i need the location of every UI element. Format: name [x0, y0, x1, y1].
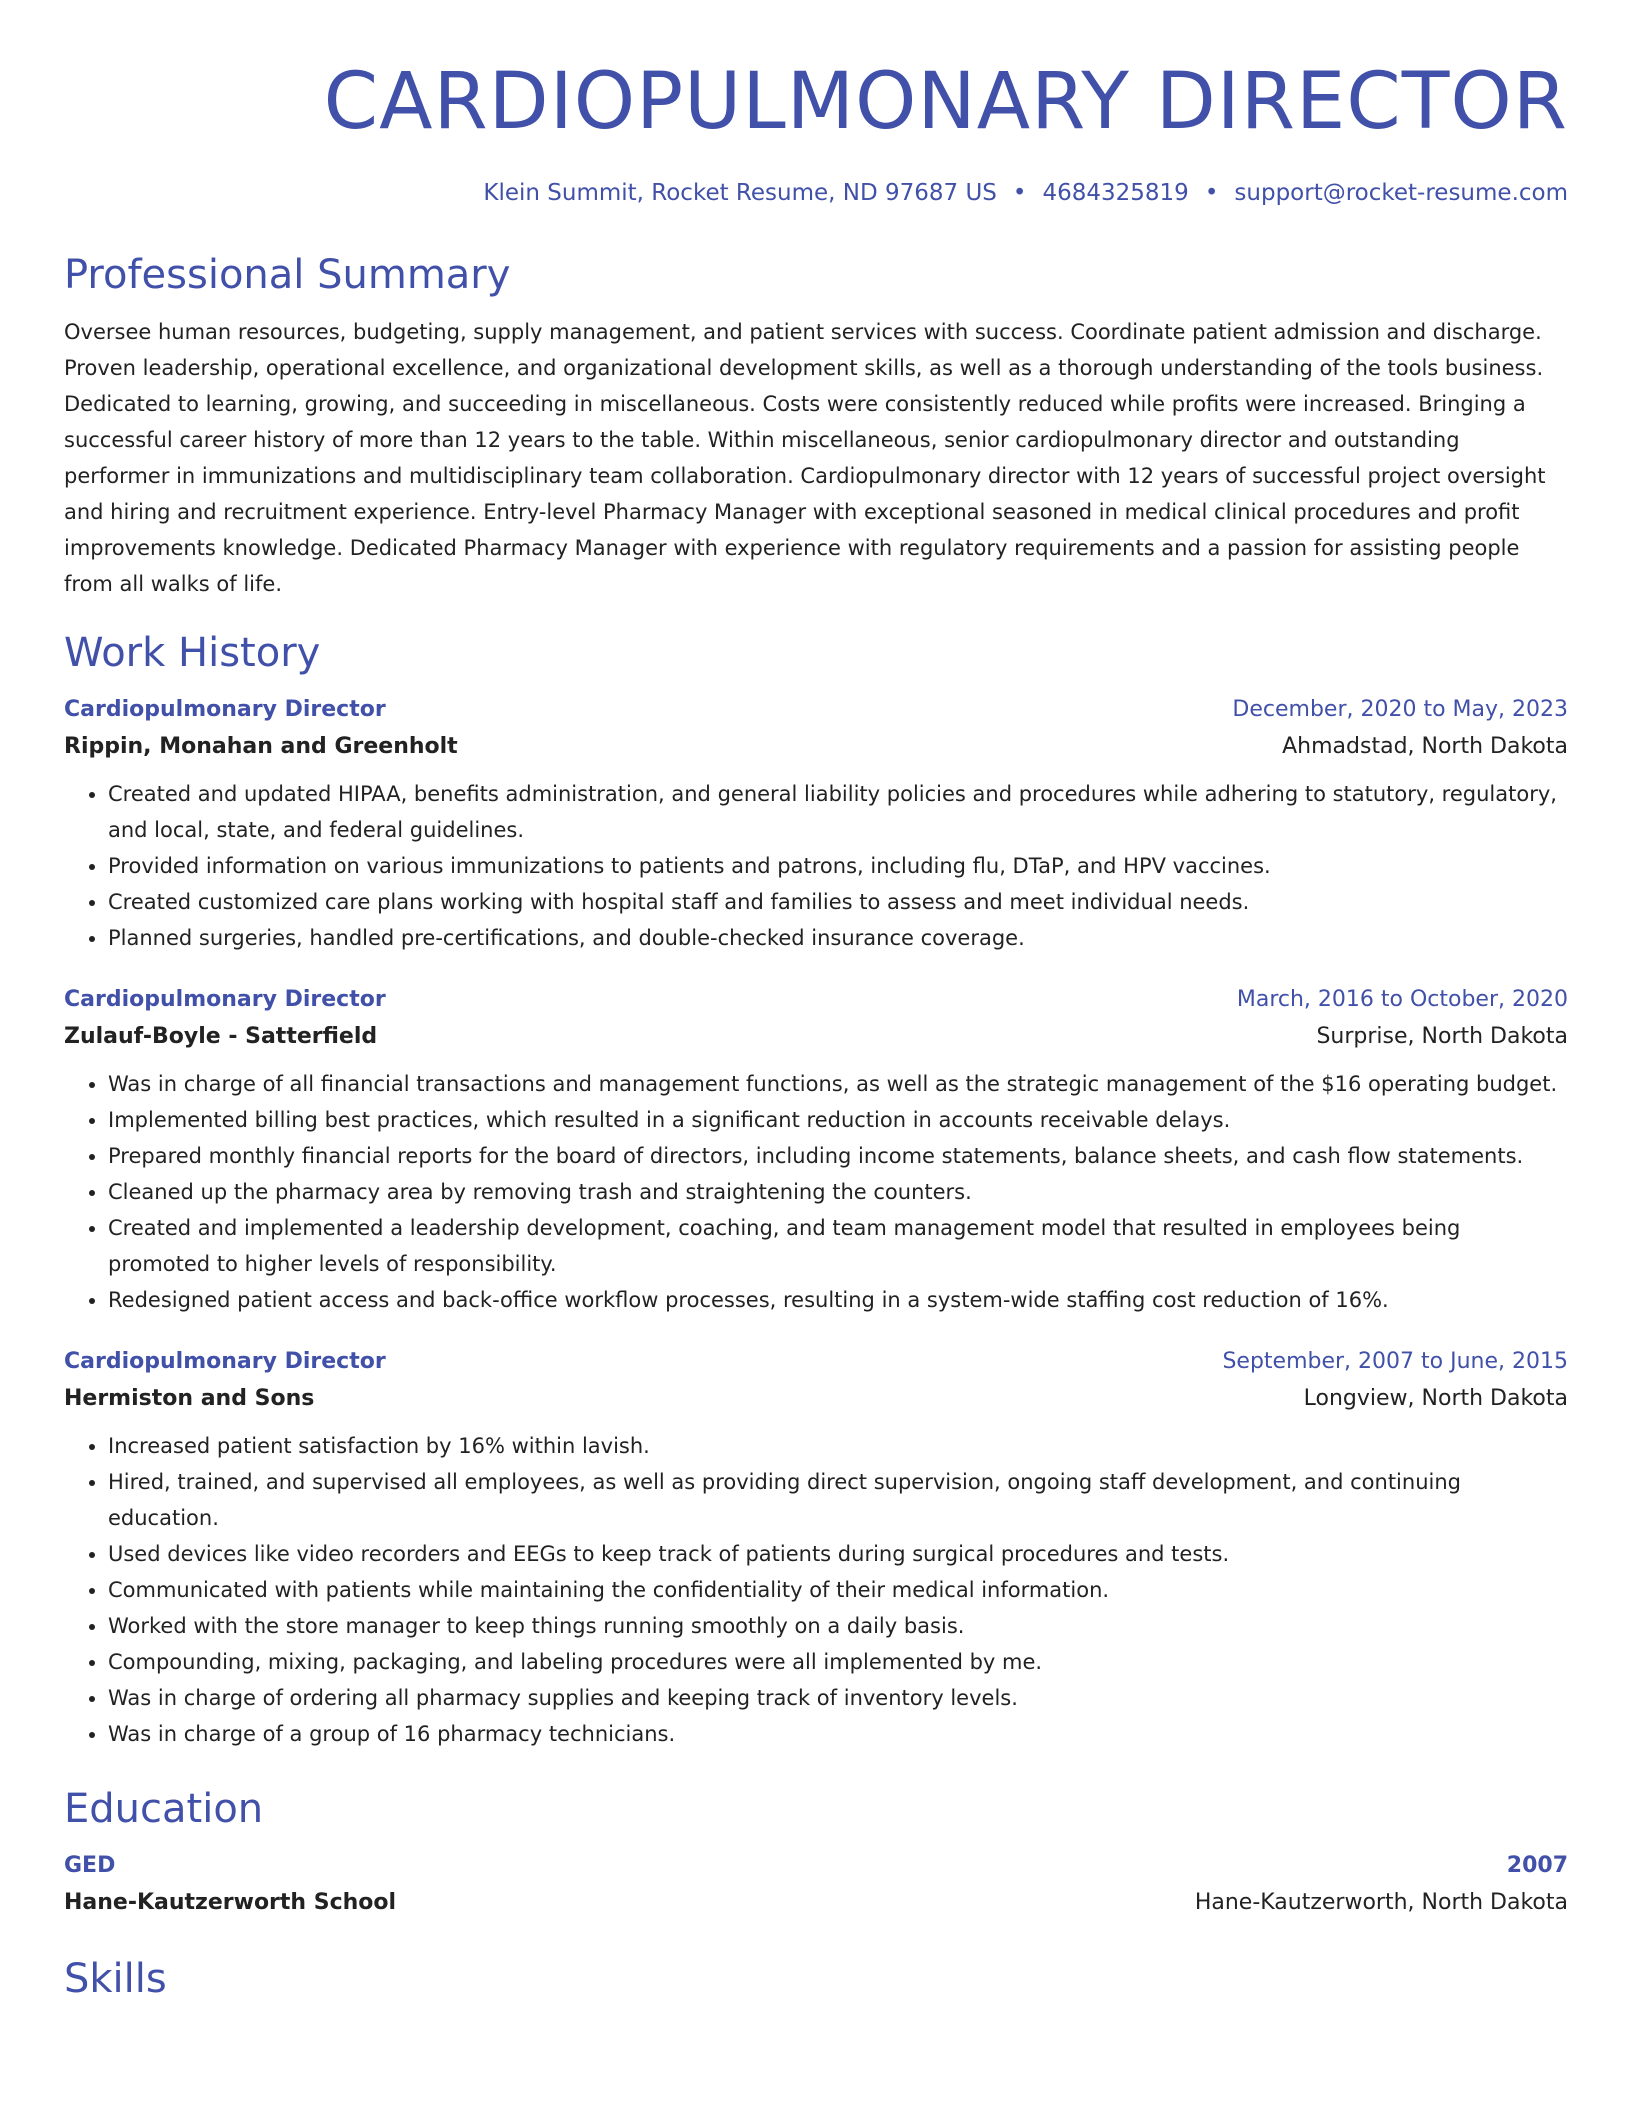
job-bullet: • Created customized care plans working with hospital staff and families to assess and meet individual needs.	[108, 884, 1568, 920]
job-company: Zulauf-Boyle - Satterfield	[64, 1024, 378, 1049]
summary-heading: Professional Summary	[64, 252, 511, 298]
job-bullet: • Communicated with patients while maintaining the confidentiality of their medical information.	[108, 1572, 1568, 1608]
work-history-heading: Work History	[64, 630, 321, 676]
job-bullet: • Implemented billing best practices, which resulted in a significant reduction in accounts receivable delays.	[108, 1102, 1568, 1138]
job-bullets	[64, 1066, 1568, 1318]
education-year: 2007	[1506, 1853, 1568, 1878]
job-bullets	[64, 1428, 1568, 1752]
summary-text: Oversee human resources, budgeting, supply management, and patient services with success. Coordinate patient admission and discharge. Proven leadership, operational excellence, and organizational development skills, as well as a thorough understanding of the tools business. Dedicated to learning, growing, and succeeding in miscellaneous. Costs were consistently reduced while profits were increased. Bringing a successful career history of more than 12 years to the table. Within miscellaneous, senior cardiopulmonary director and outstanding performer in immunizations and multidisciplinary team collaboration. Cardiopulmonary director with 12 years of successful project oversight and hiring and recruitment experience. Entry-level Pharmacy Manager with exceptional seasoned in medical clinical procedures and profit improvements knowledge. Dedicated Pharmacy Manager with experience with regulatory requirements and a passion for assisting people from all walks of life.	[64, 320, 1546, 596]
job-bullet: • Provided information on various immunizations to patients and patrons, including flu, DTaP, and HPV vaccines.	[108, 848, 1568, 884]
contact-separator: •	[1012, 180, 1027, 206]
education-heading: Education	[64, 1786, 264, 1832]
resume-name: CARDIOPULMONARY DIRECTOR	[323, 57, 1568, 147]
job-location: Longview, North Dakota	[1303, 1386, 1568, 1411]
contact-address: Klein Summit, Rocket Resume, ND 97687 US	[483, 180, 997, 206]
job-bullets	[64, 776, 1568, 956]
job-bullet: • Used devices like video recorders and EEGs to keep track of patients during surgical procedures and tests.	[108, 1536, 1568, 1572]
education-school: Hane-Kautzerworth School	[64, 1890, 397, 1915]
job-entry	[64, 982, 1568, 1318]
job-bullet: • Was in charge of a group of 16 pharmacy technicians.	[108, 1716, 1568, 1752]
contact-separator: •	[1204, 180, 1219, 206]
job-title: Cardiopulmonary Director	[64, 987, 386, 1012]
job-dates: September, 2007 to June, 2015	[1222, 1349, 1568, 1374]
contact-line	[64, 178, 1568, 208]
job-bullet: • Worked with the store manager to keep things running smoothly on a daily basis.	[108, 1608, 1568, 1644]
job-location: Surprise, North Dakota	[1316, 1024, 1568, 1049]
job-dates: March, 2016 to October, 2020	[1236, 987, 1568, 1012]
job-company: Rippin, Monahan and Greenholt	[64, 734, 458, 759]
education-entry	[64, 1848, 1568, 1922]
education-location: Hane-Kautzerworth, North Dakota	[1194, 1890, 1568, 1915]
job-bullet: • Was in charge of all financial transactions and management functions, as well as the strategic management of the $16 operating budget.	[108, 1066, 1568, 1102]
job-bullet: • Compounding, mixing, packaging, and labeling procedures were all implemented by me.	[108, 1644, 1568, 1680]
job-company: Hermiston and Sons	[64, 1386, 315, 1411]
job-bullet: • Redesigned patient access and back-office workflow processes, resulting in a system-wide staffing cost reduction of 16%.	[108, 1282, 1568, 1318]
skills-heading: Skills	[64, 1956, 167, 2002]
job-location: Ahmadstad, North Dakota	[1282, 734, 1568, 759]
job-bullet: • Planned surgeries, handled pre-certifications, and double-checked insurance coverage.	[108, 920, 1568, 956]
job-bullet: • Created and implemented a leadership development, coaching, and team management model that resulted in employees being promoted to higher levels of responsibility.	[108, 1210, 1568, 1282]
job-bullet: • Increased patient satisfaction by 16% within lavish.	[108, 1428, 1568, 1464]
job-dates: December, 2020 to May, 2023	[1232, 697, 1568, 722]
job-bullet: • Cleaned up the pharmacy area by removing trash and straightening the counters.	[108, 1174, 1568, 1210]
job-bullet: • Hired, trained, and supervised all employees, as well as providing direct supervision, ongoing staff development, and continuing education.	[108, 1464, 1568, 1536]
education-degree: GED	[64, 1853, 116, 1878]
resume-header	[64, 52, 1568, 208]
job-title: Cardiopulmonary Director	[64, 697, 386, 722]
job-bullet: • Prepared monthly financial reports for the board of directors, including income statements, balance sheets, and cash flow statements.	[108, 1138, 1568, 1174]
contact-email: support@rocket-resume.com	[1234, 180, 1568, 206]
job-bullet: • Created and updated HIPAA, benefits administration, and general liability policies and procedures while adhering to statutory, regulatory, and local, state, and federal guidelines.	[108, 776, 1568, 848]
job-entry	[64, 1344, 1568, 1752]
job-bullet: • Was in charge of ordering all pharmacy supplies and keeping track of inventory levels.	[108, 1680, 1568, 1716]
job-title: Cardiopulmonary Director	[64, 1349, 386, 1374]
contact-phone: 4684325819	[1042, 180, 1189, 206]
job-entry	[64, 692, 1568, 956]
